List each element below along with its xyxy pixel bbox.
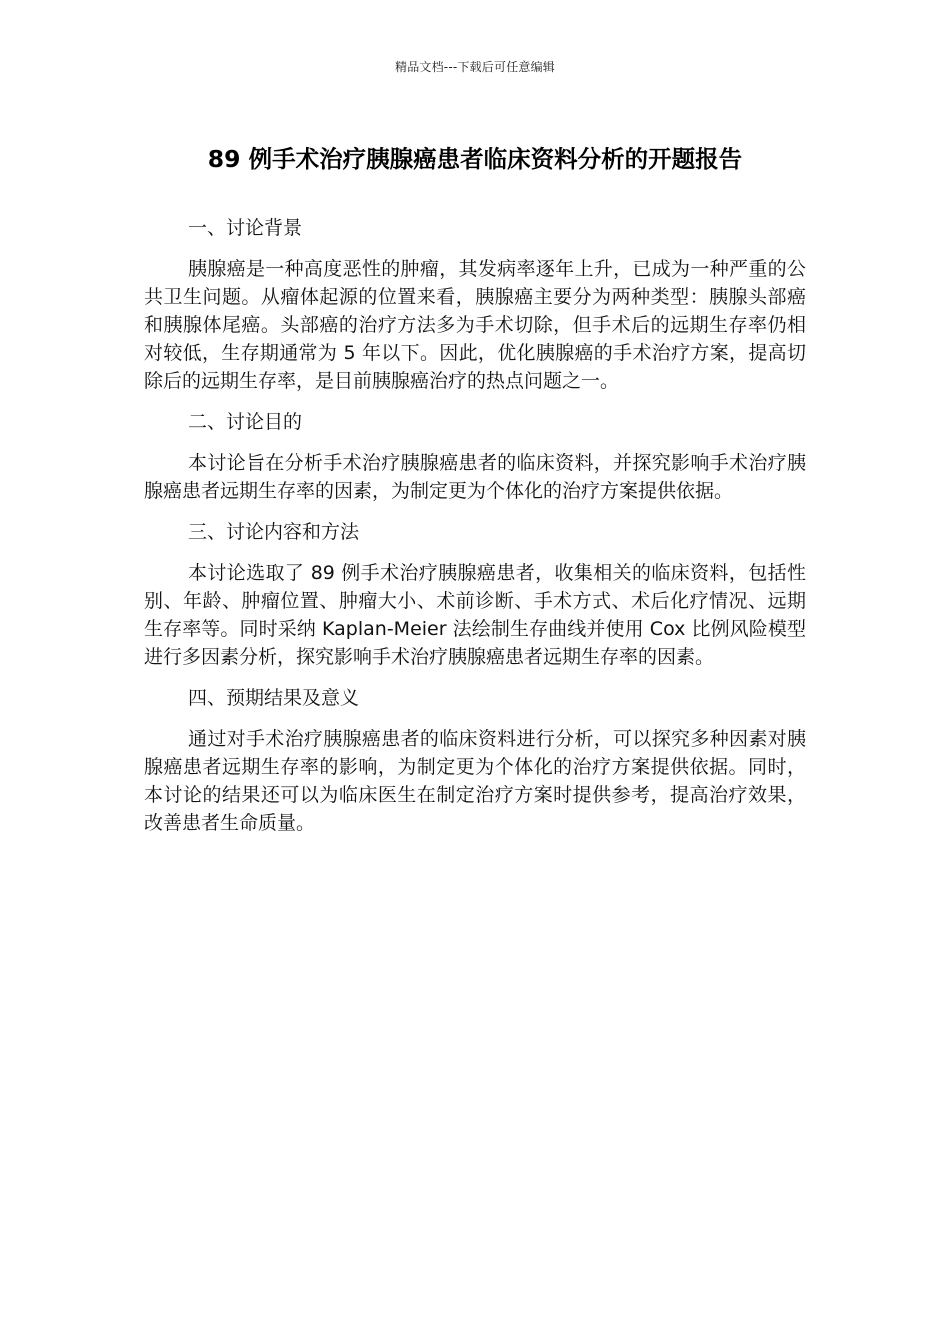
paragraph-expected-results: 通过对手术治疗胰腺癌患者的临床资料进行分析，可以探究多种因素对胰腺癌患者远期生存率的影响，为制定更为个体化的治疗方案提供依据。同时，本讨论的结果还可以为临床医生在制定治疗方案时提供参考，提高治疗效果，改善患者生命质量。 bbox=[144, 728, 806, 834]
section-heading-background: 一、讨论背景 bbox=[188, 217, 303, 239]
document-body bbox=[144, 214, 806, 850]
header-note: 精品文档---下载后可任意编辑 bbox=[395, 60, 555, 74]
section-heading-expected-results: 四、预期结果及意义 bbox=[188, 687, 360, 709]
document-title: 89 例手术治疗胰腺癌患者临床资料分析的开题报告 bbox=[207, 145, 743, 173]
paragraph-content-methods: 本讨论选取了 89 例手术治疗胰腺癌患者，收集相关的临床资料，包括性别、年龄、肿瘤位置、肿瘤大小、术前诊断、手术方式、术后化疗情况、远期生存率等。同时采纳 Kaplan-Meier 法绘制生存曲线并使用 Cox 比例风险模型进行多因素分析，探究影响手术治疗胰腺癌患者远期生存率的因素。 bbox=[144, 562, 806, 668]
section-heading-purpose: 二、讨论目的 bbox=[188, 411, 303, 433]
section-heading-content-methods: 三、讨论内容和方法 bbox=[188, 521, 360, 543]
paragraph-purpose: 本讨论旨在分析手术治疗胰腺癌患者的临床资料，并探究影响手术治疗胰腺癌患者远期生存率的因素，为制定更为个体化的治疗方案提供依据。 bbox=[144, 452, 806, 502]
paragraph-background: 胰腺癌是一种高度恶性的肿瘤，其发病率逐年上升，已成为一种严重的公共卫生问题。从瘤体起源的位置来看，胰腺癌主要分为两种类型：胰腺头部癌和胰腺体尾癌。头部癌的治疗方法多为手术切除，但手术后的远期生存率仍相对较低，生存期通常为 5 年以下。因此，优化胰腺癌的手术治疗方案，提高切除后的远期生存率，是目前胰腺癌治疗的热点问题之一。 bbox=[144, 258, 806, 392]
